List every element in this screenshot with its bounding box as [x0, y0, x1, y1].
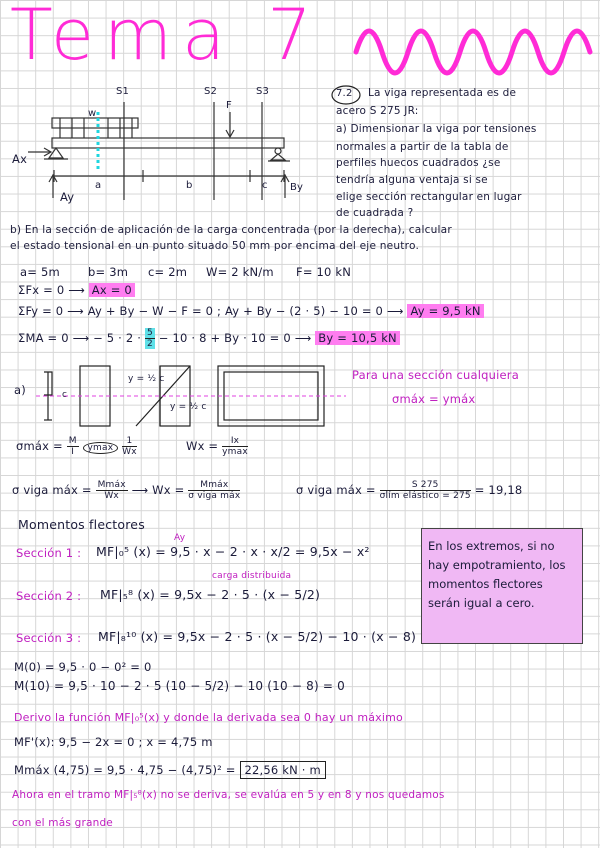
max-moment-equation: Mmáx (4,75) = 9,5 · 4,75 − (4,75)² = 22,56 kN · m [14, 763, 326, 777]
given-w: W= 2 kN/m [206, 265, 274, 279]
reaction-label-ay: Ay [60, 190, 75, 204]
section-3-label: Sección 3 : [16, 631, 82, 645]
derivative-explanation: Derivo la función MF|₀⁵(x) y donde la derivada sea 0 hay un máximo [14, 711, 403, 724]
statement-line-3: a) Dimensionar la viga por tensiones [336, 123, 537, 135]
part-b-line-1: b) En la sección de aplicación de la carga concentrada (por la derecha), calcular [10, 224, 452, 236]
reaction-label-by: By [290, 182, 304, 193]
statement-line-8: de cuadrada ? [336, 207, 414, 219]
equation-ma: ΣMA = 0 ⟶ − 5 · 2 · $\frac{5}{2}$ − 10 · 8 + By · 10 = 0 ⟶ By = 10,5 kN [18, 328, 400, 349]
statement-line-4: normales a partir de la tabla de [336, 141, 509, 153]
distance-top: y = ½ c [128, 374, 165, 384]
statement-line-6: tendría alguna ventaja si se [336, 174, 488, 186]
statement-line-7: elige sección rectangular en lugar [336, 191, 522, 203]
stress-formula-1: σmáx = $\frac{M}{I}$ ymax $\frac{1}{Wx}$ [16, 436, 137, 457]
section-2-label: Sección 2 : [16, 589, 82, 603]
moment-at-zero: M(0) = 9,5 · 0 − 0² = 0 [14, 660, 152, 674]
dimension-label-b: b [186, 180, 193, 191]
section-label-s3: S3 [256, 86, 270, 97]
section-label-s1: S1 [116, 86, 130, 97]
conclusion-line-1: Ahora en el tramo MF|₅⁸(x) no se deriva, se evalúa en 5 y en 8 y nos quedamos [12, 789, 445, 801]
equation-fy: ΣFy = 0 ⟶ Ay + By − W − F = 0 ; Ay + By − (2 · 5) − 10 = 0 ⟶ Ay = 9,5 kN [18, 304, 484, 318]
distance-bottom: y = ½ c [170, 402, 207, 412]
section-1-expression: MF|₀⁵ (x) = 9,5 · x − 2 · x · x/2 = 9,5x − x² [96, 544, 370, 559]
load-label-w: w [88, 108, 97, 119]
page-title: Tema 7 [10, 0, 322, 76]
supports-note-box: En los extremos, si no hay empotramiento, los momentos flectores serán igual a cero. [421, 528, 583, 644]
statement-line-1: La viga representada es de [368, 87, 517, 99]
result-ay: Ay = 9,5 kN [407, 304, 483, 318]
ay-annotation: Ay [174, 533, 186, 543]
section-3-expression: MF|₈¹⁰ (x) = 9,5x − 2 · 5 · (x − 5/2) − 10 · (x − 8) [98, 629, 417, 644]
result-ax: Ax = 0 [89, 283, 135, 297]
section-label-a: a) [14, 383, 26, 397]
section-note-line-1: Para una sección cualquiera [352, 368, 519, 382]
conclusion-line-2: con el más grande [12, 817, 113, 829]
moments-heading: Momentos flectores [18, 517, 145, 532]
distributed-load-annotation: carga distribuida [212, 571, 292, 581]
result-by: By = 10,5 kN [315, 331, 400, 345]
stress-formula-2: σ viga máx = $\frac{\text{Mmáx}}{Wx}$ ⟶ Wx = $\frac{\text{Mmáx}}{\text{σ viga máx}}$ [12, 480, 241, 501]
reaction-label-ax: Ax [12, 152, 28, 166]
statement-line-5: perfiles huecos cuadrados ¿se [336, 157, 501, 169]
section-2-expression: MF|₅⁸ (x) = 9,5x − 2 · 5 · (x − 5/2) [100, 587, 321, 602]
equation-fx: ΣFx = 0 ⟶ Ax = 0 [18, 283, 135, 297]
dimension-label-a: a [95, 180, 102, 191]
section-label-s2: S2 [204, 86, 218, 97]
derivative-equation: MF'(x): 9,5 − 2x = 0 ; x = 4,75 m [14, 735, 213, 749]
section-note-line-2: σmáx = ymáx [392, 392, 476, 406]
stress-formula-3: σ viga máx = $\frac{S 275}{\text{σlím elástico = 275}}$ = 19,18 [296, 480, 523, 501]
statement-line-2: acero S 275 JR: [336, 105, 419, 117]
force-label-f: F [226, 100, 232, 111]
part-b-line-2: el estado tensional en un punto situado 50 mm por encima del eje neutro. [10, 240, 420, 252]
section-modulus-formula: Wx = $\frac{Ix}{ymax}$ [186, 436, 248, 457]
given-c: c= 2m [148, 265, 188, 279]
section-label-c: c [62, 390, 68, 400]
given-f: F= 10 kN [296, 265, 352, 279]
moment-at-ten: M(10) = 9,5 · 10 − 2 · 5 (10 − 5/2) − 10 (10 − 8) = 0 [14, 679, 345, 693]
dimension-label-c: c [262, 180, 268, 191]
problem-number: 7.2 [336, 88, 353, 99]
section-1-label: Sección 1 : [16, 546, 82, 560]
max-moment-result: 22,56 kN · m [240, 761, 326, 779]
given-b: b= 3m [88, 265, 129, 279]
given-a: a= 5m [20, 265, 60, 279]
